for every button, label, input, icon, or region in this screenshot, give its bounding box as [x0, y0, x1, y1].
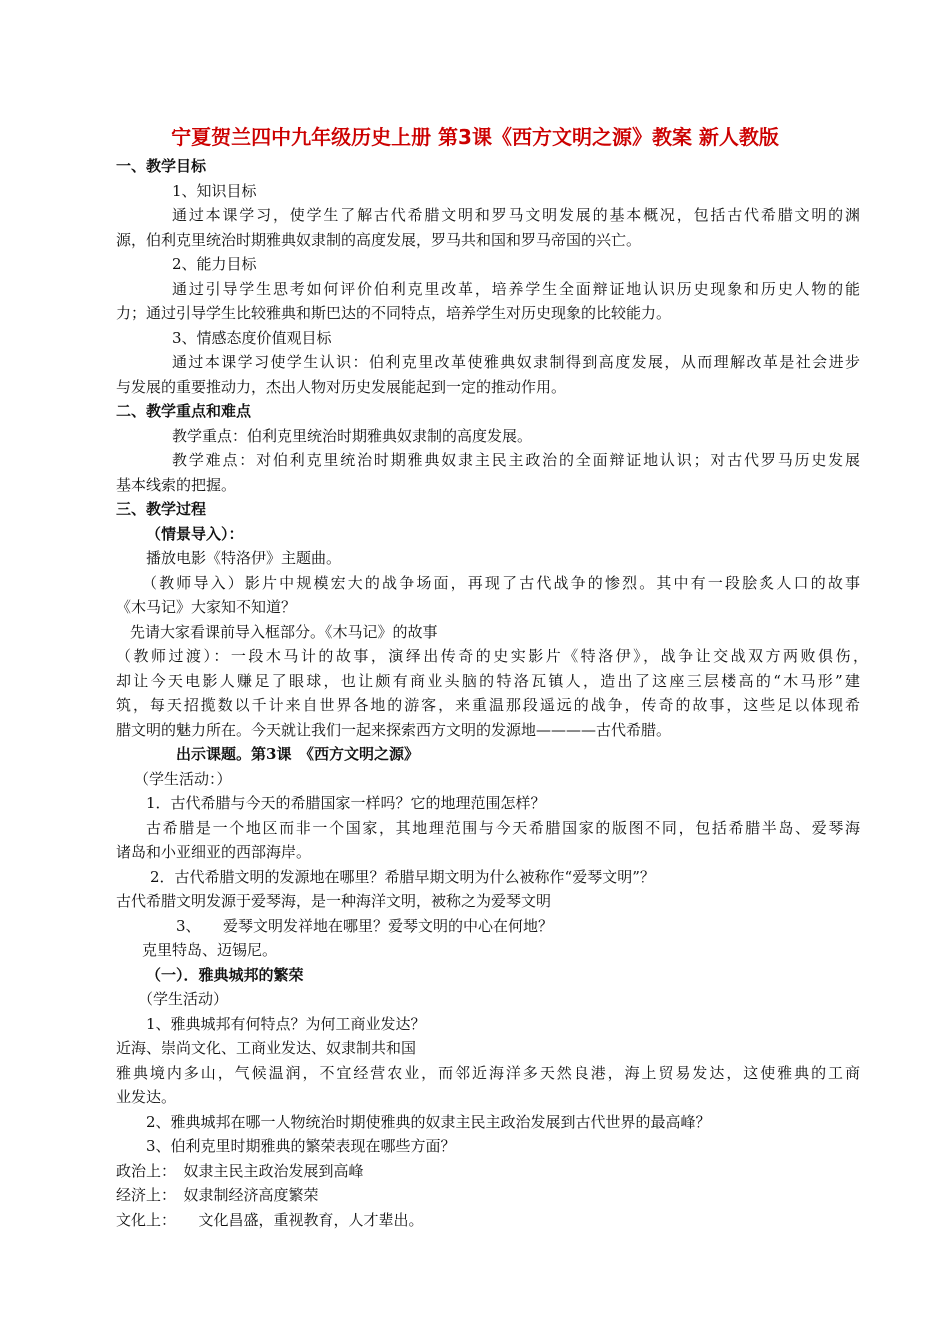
paragraph-line: 教学重点：伯利克里统治时期雅典奴隶制的高度发展。	[172, 427, 533, 445]
paragraph-line: 筑，每天招揽数以千计来自世界各地的游客，来重温那段遥远的战争，传奇的故事，这些足以体现希	[116, 696, 860, 714]
paragraph-line: 经济上： 奴隶制经济高度繁荣	[116, 1186, 319, 1204]
section-heading: 一、教学目标	[116, 157, 207, 175]
subheading: 1、知识目标	[172, 182, 257, 200]
paragraph-line: 通过本课学习，使学生了解古代希腊文明和罗马文明发展的基本概况，包括古代希腊文明的渊	[172, 206, 860, 224]
paragraph-line: 雅典境内多山，气候温润，不宜经营农业，而邻近海洋多天然良港，海上贸易发达，这使雅典的工商	[116, 1064, 860, 1082]
paragraph-line: 基本线索的把握。	[116, 476, 237, 494]
paragraph-line: （教师导入）影片中规模宏大的战争场面，再现了古代战争的惨烈。其中有一段脍炙人口的故事	[142, 574, 860, 592]
lesson-title: 出示课题。第3课 《西方文明之源》	[176, 745, 419, 763]
paragraph-line: （学生活动）	[138, 990, 229, 1008]
paragraph-line: 古希腊是一个地区而非一个国家，其地理范围与今天希腊国家的版图不同，包括希腊半岛、爱琴海	[146, 819, 860, 837]
paragraph-line: 通过本课学习使学生认识：伯利克里改革使雅典奴隶制得到高度发展，从而理解改革是社会进步	[172, 353, 860, 371]
paragraph-line: 《木马记》大家知不知道？	[116, 598, 297, 616]
paragraph-line: 克里特岛、迈锡尼。	[142, 941, 278, 959]
question-line: 1．古代希腊与今天的希腊国家一样吗？它的地理范围怎样？	[146, 794, 546, 812]
section-heading: 三、教学过程	[116, 500, 207, 518]
question-line: 2、雅典城邦在哪一人物统治时期使雅典的奴隶主民主政治发展到古代世界的最高峰？	[146, 1113, 711, 1131]
paragraph-line: （教师过渡）：一段木马计的故事，演绎出传奇的史实影片《特洛伊》，战争让交战双方两败俱伤，	[116, 647, 868, 665]
subheading: 3、情感态度价值观目标	[172, 329, 332, 347]
subsection-heading: （一）．雅典城邦的繁荣	[146, 966, 304, 984]
subheading: （情景导入）：	[146, 525, 244, 543]
paragraph-line: 与发展的重要推动力，杰出人物对历史发展能起到一定的推动作用。	[116, 378, 567, 396]
paragraph-line: 却让今天电影人赚足了眼球，也让颇有商业头脑的特洛瓦镇人，造出了这座三层楼高的“木马形”建	[116, 672, 860, 690]
question-line: 1、雅典城邦有何特点？为何工商业发达？	[146, 1015, 426, 1033]
paragraph-line: 业发达。	[116, 1088, 177, 1106]
question-line: 2．古代希腊文明的发源地在哪里？希腊早期文明为什么被称作“爱琴文明”？	[150, 868, 655, 886]
section-heading: 二、教学重点和难点	[116, 402, 252, 420]
paragraph-line: 近海、崇尚文化、工商业发达、奴隶制共和国	[116, 1039, 417, 1057]
paragraph-line: 腊文明的魅力所在。今天就让我们一起来探索西方文明的发源地————古代希腊。	[116, 721, 672, 739]
paragraph-line: 政治上： 奴隶主民主政治发展到高峰	[116, 1162, 364, 1180]
paragraph-line: 教学难点：对伯利克里统治时期雅典奴隶主民主政治的全面辩证地认识；对古代罗马历史发展	[172, 451, 860, 469]
question-line: 3、 爱琴文明发祥地在哪里？爱琴文明的中心在何地？	[176, 917, 554, 935]
paragraph-line: 力；通过引导学生比较雅典和斯巴达的不同特点，培养学生对历史现象的比较能力。	[116, 304, 672, 322]
paragraph-line: 诸岛和小亚细亚的西部海岸。	[116, 843, 312, 861]
paragraph-line: 先请大家看课前导入框部分。《木马记》的故事	[130, 623, 438, 641]
paragraph-line: 通过引导学生思考如何评价伯利克里改革，培养学生全面辩证地认识历史现象和历史人物的能	[172, 280, 860, 298]
question-line: 3、伯利克里时期雅典的繁荣表现在哪些方面？	[146, 1137, 456, 1155]
paragraph-line: 源，伯利克里统治时期雅典奴隶制的高度发展，罗马共和国和罗马帝国的兴亡。	[116, 231, 642, 249]
document-title: 宁夏贺兰四中九年级历史上册 第3课《西方文明之源》教案 新人教版	[171, 125, 779, 149]
paragraph-line: 古代希腊文明发源于爱琴海，是一种海洋文明，被称之为爱琴文明	[116, 892, 552, 910]
subheading: 2、能力目标	[172, 255, 257, 273]
paragraph-line: （学生活动：）	[134, 770, 232, 788]
paragraph-line: 播放电影《特洛伊》主题曲。	[146, 549, 342, 567]
paragraph-line: 文化上： 文化昌盛，重视教育，人才辈出。	[116, 1211, 424, 1229]
